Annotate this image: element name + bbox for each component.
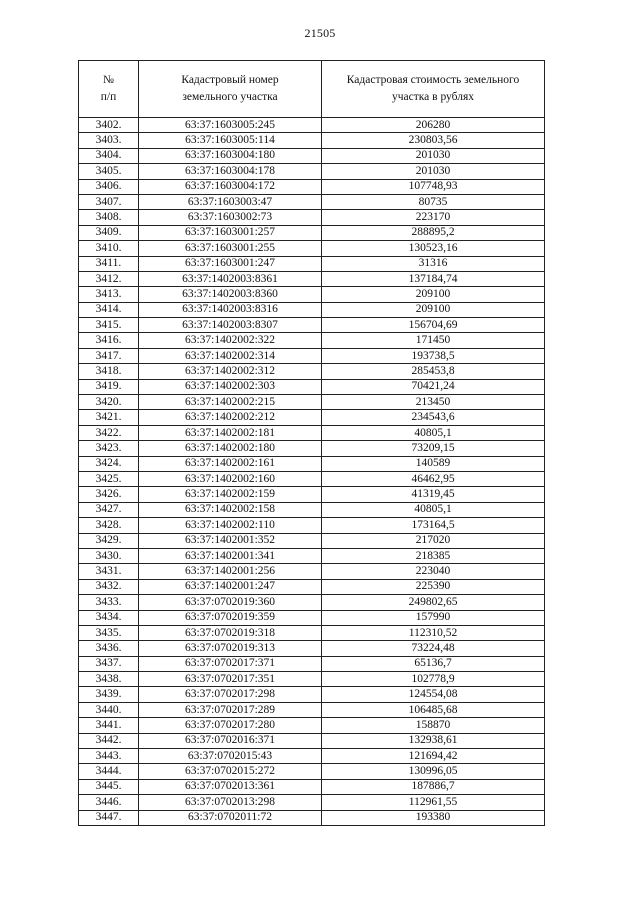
row-number-cell: 3405. (79, 164, 139, 179)
cadastral-number-cell: 63:37:0702015:272 (139, 764, 322, 779)
row-number-cell: 3439. (79, 687, 139, 702)
cadastral-value-cell: 73209,15 (322, 441, 545, 456)
table-row (79, 610, 545, 625)
row-number-cell: 3408. (79, 210, 139, 225)
table-row (79, 118, 545, 133)
cadastral-number-cell: 63:37:0702019:318 (139, 625, 322, 640)
row-number-cell: 3441. (79, 718, 139, 733)
table-row (79, 441, 545, 456)
header-cadastral-number-line: земельного участка (182, 91, 278, 103)
cadastral-number-cell: 63:37:0702013:361 (139, 779, 322, 794)
cadastral-number-cell: 63:37:0702013:298 (139, 795, 322, 810)
row-number-cell: 3424. (79, 456, 139, 471)
cadastral-value-cell: 156704,69 (322, 318, 545, 333)
cadastral-number-cell: 63:37:1402002:303 (139, 379, 322, 394)
cadastral-number-cell: 63:37:1603001:257 (139, 225, 322, 240)
cadastral-value-cell: 106485,68 (322, 702, 545, 717)
cadastral-number-cell: 63:37:1603004:180 (139, 148, 322, 163)
cadastral-number-cell: 63:37:1603005:245 (139, 118, 322, 133)
cadastral-value-cell: 70421,24 (322, 379, 545, 394)
row-number-cell: 3402. (79, 118, 139, 133)
table-row (79, 625, 545, 640)
table-row (79, 241, 545, 256)
cadastral-number-cell: 63:37:1603004:178 (139, 164, 322, 179)
cadastral-value-cell: 80735 (322, 194, 545, 209)
cadastral-number-cell: 63:37:1402001:256 (139, 564, 322, 579)
cadastral-value-cell: 132938,61 (322, 733, 545, 748)
row-number-cell: 3412. (79, 271, 139, 286)
table-row (79, 148, 545, 163)
cadastral-number-cell: 63:37:1402002:180 (139, 441, 322, 456)
row-number-cell: 3413. (79, 287, 139, 302)
cadastral-number-cell: 63:37:1402003:8316 (139, 302, 322, 317)
cadastral-value-cell: 40805,1 (322, 425, 545, 440)
cadastral-value-cell: 137184,74 (322, 271, 545, 286)
table-row (79, 749, 545, 764)
header-row (79, 61, 545, 118)
cadastral-value-cell: 213450 (322, 395, 545, 410)
cadastral-number-cell: 63:37:1402002:314 (139, 348, 322, 363)
cadastral-value-cell: 140589 (322, 456, 545, 471)
cadastral-number-cell: 63:37:0702017:351 (139, 672, 322, 687)
cadastral-value-cell: 193380 (322, 810, 545, 825)
table-row (79, 672, 545, 687)
table-row (79, 533, 545, 548)
table-row (79, 471, 545, 486)
table-row (79, 271, 545, 286)
row-number-cell: 3432. (79, 579, 139, 594)
table-row (79, 595, 545, 610)
cadastral-value-cell: 234543,6 (322, 410, 545, 425)
row-number-cell: 3423. (79, 441, 139, 456)
table-row (79, 779, 545, 794)
cadastral-number-cell: 63:37:0702017:289 (139, 702, 322, 717)
table-row (79, 318, 545, 333)
cadastral-value-cell: 223040 (322, 564, 545, 579)
table-row (79, 256, 545, 271)
table-row (79, 194, 545, 209)
table-row (79, 487, 545, 502)
cadastral-number-cell: 63:37:1402002:161 (139, 456, 322, 471)
header-row-number-line: п/п (100, 91, 117, 103)
header-row-number (79, 61, 139, 118)
cadastral-number-cell: 63:37:1402002:212 (139, 410, 322, 425)
row-number-cell: 3418. (79, 364, 139, 379)
table-row (79, 179, 545, 194)
table-row (79, 502, 545, 517)
cadastral-value-cell: 193738,5 (322, 348, 545, 363)
table-row (79, 302, 545, 317)
cadastral-number-cell: 63:37:0702015:43 (139, 749, 322, 764)
cadastral-value-cell: 217020 (322, 533, 545, 548)
row-number-cell: 3428. (79, 518, 139, 533)
cadastral-value-cell: 249802,65 (322, 595, 545, 610)
cadastral-number-cell: 63:37:1402002:110 (139, 518, 322, 533)
cadastral-number-cell: 63:37:1402002:160 (139, 471, 322, 486)
row-number-cell: 3430. (79, 548, 139, 563)
row-number-cell: 3417. (79, 348, 139, 363)
table-row (79, 702, 545, 717)
cadastral-value-cell: 73224,48 (322, 641, 545, 656)
cadastral-number-cell: 63:37:1402002:312 (139, 364, 322, 379)
cadastral-number-cell: 63:37:0702011:72 (139, 810, 322, 825)
cadastral-number-cell: 63:37:1603005:114 (139, 133, 322, 148)
table-row (79, 733, 545, 748)
row-number-cell: 3427. (79, 502, 139, 517)
table-header (79, 61, 545, 118)
cadastral-value-cell: 46462,95 (322, 471, 545, 486)
cadastral-number-cell: 63:37:1402002:215 (139, 395, 322, 410)
row-number-cell: 3421. (79, 410, 139, 425)
cadastral-value-cell: 40805,1 (322, 502, 545, 517)
cadastral-number-cell: 63:37:0702017:280 (139, 718, 322, 733)
table-row (79, 795, 545, 810)
cadastral-value-cell: 201030 (322, 148, 545, 163)
table-row (79, 287, 545, 302)
header-cadastral-number (139, 61, 322, 118)
header-cadastral-number-line: Кадастровый номер (181, 74, 279, 86)
row-number-cell: 3431. (79, 564, 139, 579)
row-number-cell: 3416. (79, 333, 139, 348)
cadastral-number-cell: 63:37:1402003:8307 (139, 318, 322, 333)
row-number-cell: 3435. (79, 625, 139, 640)
cadastral-value-cell: 112961,55 (322, 795, 545, 810)
cadastral-value-cell: 121694,42 (322, 749, 545, 764)
cadastral-value-cell: 157990 (322, 610, 545, 625)
row-number-cell: 3443. (79, 749, 139, 764)
row-number-cell: 3445. (79, 779, 139, 794)
row-number-cell: 3403. (79, 133, 139, 148)
row-number-cell: 3409. (79, 225, 139, 240)
cadastral-number-cell: 63:37:1402003:8361 (139, 271, 322, 286)
cadastral-value-cell: 130996,05 (322, 764, 545, 779)
cadastral-number-cell: 63:37:1603002:73 (139, 210, 322, 225)
table-row (79, 410, 545, 425)
cadastral-value-cell: 107748,93 (322, 179, 545, 194)
row-number-cell: 3446. (79, 795, 139, 810)
cadastral-value-cell: 171450 (322, 333, 545, 348)
header-cadastral-value-line: участка в рублях (391, 91, 474, 103)
row-number-cell: 3406. (79, 179, 139, 194)
table-row (79, 641, 545, 656)
row-number-cell: 3429. (79, 533, 139, 548)
cadastral-value-table (78, 60, 545, 826)
cadastral-value-cell: 218385 (322, 548, 545, 563)
cadastral-number-cell: 63:37:1402002:181 (139, 425, 322, 440)
table-row (79, 456, 545, 471)
row-number-cell: 3426. (79, 487, 139, 502)
cadastral-value-cell: 209100 (322, 302, 545, 317)
row-number-cell: 3440. (79, 702, 139, 717)
row-number-cell: 3433. (79, 595, 139, 610)
header-cadastral-value-line: Кадастровая стоимость земельного (346, 74, 520, 86)
table-body (79, 118, 545, 826)
cadastral-value-cell: 225390 (322, 579, 545, 594)
cadastral-value-cell: 173164,5 (322, 518, 545, 533)
cadastral-number-cell: 63:37:1402001:341 (139, 548, 322, 563)
cadastral-number-cell: 63:37:1603001:247 (139, 256, 322, 271)
cadastral-value-cell: 41319,45 (322, 487, 545, 502)
table-row (79, 333, 545, 348)
cadastral-value-cell: 158870 (322, 718, 545, 733)
row-number-cell: 3419. (79, 379, 139, 394)
table-row (79, 564, 545, 579)
row-number-cell: 3420. (79, 395, 139, 410)
table-row (79, 425, 545, 440)
cadastral-value-cell: 31316 (322, 256, 545, 271)
page-number: 21505 (304, 26, 336, 40)
cadastral-value-cell: 230803,56 (322, 133, 545, 148)
cadastral-value-cell: 112310,52 (322, 625, 545, 640)
header-row-number-line: № (103, 74, 114, 86)
row-number-cell: 3425. (79, 471, 139, 486)
cadastral-value-cell: 285453,8 (322, 364, 545, 379)
table-row (79, 579, 545, 594)
cadastral-number-cell: 63:37:1603003:47 (139, 194, 322, 209)
table-row (79, 810, 545, 825)
row-number-cell: 3444. (79, 764, 139, 779)
cadastral-number-cell: 63:37:1603004:172 (139, 179, 322, 194)
table-row (79, 395, 545, 410)
cadastral-number-cell: 63:37:0702019:359 (139, 610, 322, 625)
cadastral-number-cell: 63:37:0702017:298 (139, 687, 322, 702)
cadastral-number-cell: 63:37:1402001:352 (139, 533, 322, 548)
cadastral-value-cell: 223170 (322, 210, 545, 225)
row-number-cell: 3415. (79, 318, 139, 333)
row-number-cell: 3436. (79, 641, 139, 656)
row-number-cell: 3434. (79, 610, 139, 625)
cadastral-number-cell: 63:37:1402001:247 (139, 579, 322, 594)
header-cadastral-value (322, 61, 545, 118)
cadastral-value-cell: 206280 (322, 118, 545, 133)
cadastral-number-cell: 63:37:0702019:360 (139, 595, 322, 610)
table-row (79, 687, 545, 702)
cadastral-value-cell: 65136,7 (322, 656, 545, 671)
table-row (79, 764, 545, 779)
table-row (79, 364, 545, 379)
cadastral-number-cell: 63:37:1402002:158 (139, 502, 322, 517)
table-row (79, 210, 545, 225)
row-number-cell: 3407. (79, 194, 139, 209)
table-row (79, 656, 545, 671)
table-row (79, 718, 545, 733)
cadastral-number-cell: 63:37:1402002:322 (139, 333, 322, 348)
row-number-cell: 3438. (79, 672, 139, 687)
row-number-cell: 3411. (79, 256, 139, 271)
table-row (79, 548, 545, 563)
row-number-cell: 3447. (79, 810, 139, 825)
table-row (79, 348, 545, 363)
cadastral-value-cell: 102778,9 (322, 672, 545, 687)
cadastral-value-cell: 187886,7 (322, 779, 545, 794)
row-number-cell: 3410. (79, 241, 139, 256)
table-row (79, 133, 545, 148)
cadastral-number-cell: 63:37:1603001:255 (139, 241, 322, 256)
table-row (79, 518, 545, 533)
row-number-cell: 3414. (79, 302, 139, 317)
cadastral-number-cell: 63:37:0702017:371 (139, 656, 322, 671)
row-number-cell: 3437. (79, 656, 139, 671)
table-row (79, 164, 545, 179)
row-number-cell: 3422. (79, 425, 139, 440)
row-number-cell: 3404. (79, 148, 139, 163)
cadastral-value-cell: 201030 (322, 164, 545, 179)
cadastral-number-cell: 63:37:0702019:313 (139, 641, 322, 656)
table-row (79, 379, 545, 394)
cadastral-number-cell: 63:37:1402002:159 (139, 487, 322, 502)
cadastral-value-cell: 209100 (322, 287, 545, 302)
table-row (79, 225, 545, 240)
cadastral-value-cell: 124554,08 (322, 687, 545, 702)
cadastral-value-cell: 288895,2 (322, 225, 545, 240)
cadastral-number-cell: 63:37:1402003:8360 (139, 287, 322, 302)
cadastral-number-cell: 63:37:0702016:371 (139, 733, 322, 748)
row-number-cell: 3442. (79, 733, 139, 748)
cadastral-value-cell: 130523,16 (322, 241, 545, 256)
